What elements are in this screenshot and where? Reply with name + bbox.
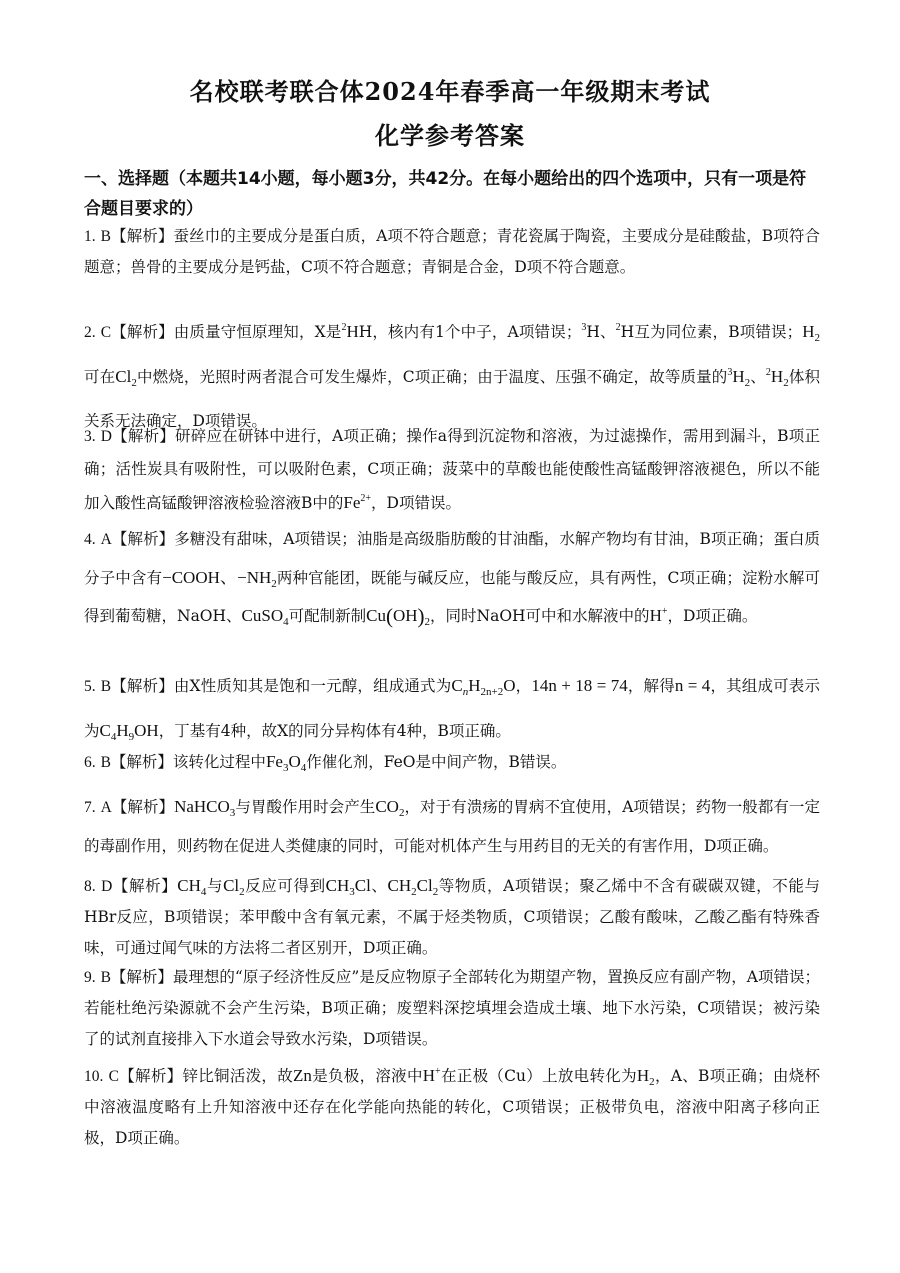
analysis-tag: 【解析】 <box>111 227 174 245</box>
equation-mass: 14n + 18 = 74 <box>531 676 628 695</box>
answer-text: 是负极，溶液中 <box>311 1067 423 1085</box>
formula-ch2cl2: $CH_2Cl_2$ <box>387 876 439 898</box>
answer-text: 可在 <box>84 368 116 386</box>
analysis-tag: 【解析】 <box>111 798 175 816</box>
formula-zn: Zn <box>293 1066 312 1085</box>
answer-text: 在正极（Cu）上放电转化为 <box>440 1067 637 1085</box>
answer-number: 5. <box>84 678 96 695</box>
answer-3 <box>84 420 820 520</box>
formula-cl2: $Cl_2$ <box>115 367 137 389</box>
answer-text: 该转化过程中 <box>172 753 266 771</box>
answer-10 <box>84 1060 820 1154</box>
answer-text: 体积关系无法确定，D项错误。 <box>84 368 820 430</box>
formula-hplus: H+ <box>649 606 668 625</box>
answer-8 <box>84 870 820 964</box>
answer-4 <box>84 520 820 635</box>
answer-key: A <box>100 531 112 548</box>
answer-text: 、 <box>370 877 388 895</box>
equation-n: n = 4 <box>674 676 711 695</box>
answer-key: A <box>100 799 112 816</box>
formula-fe2plus: $Fe^{2+}$ <box>343 493 372 512</box>
formula-h2: $H_2$ <box>636 1066 655 1088</box>
formula-general: $C_nH_{2n+2}O$ <box>451 676 516 698</box>
analysis-tag: 【解析】 <box>111 677 174 695</box>
answer-text: ， <box>515 677 532 695</box>
answer-text: 锌比铜活泼，故 <box>182 1067 294 1085</box>
answer-text: ，同时NaOH可中和水解液中的 <box>430 607 650 625</box>
answer-number: 1. <box>84 228 96 245</box>
answer-number: 6. <box>84 754 96 771</box>
answer-2: 2. C【解析】由质量守恒原理知，X是$^2$HH，核内有1个中子，A项错误；$^3$H、$^2$H互为同位素，B项错误；$H_2$可在$Cl_2$中燃烧，光照时两者混合可发生爆炸，C项正确；由于温度、压强不确定，故等质量的$^3H_2$、$^2H_2$体积关系无法确定，D项错误。 <box>84 322 820 430</box>
answer-1 <box>84 221 820 283</box>
formula-3h: 3 <box>581 322 587 333</box>
answer-key: B <box>100 228 111 245</box>
answer-text: 两种官能团，既能与碱反应，也能与酸反应，具有两性，C项正确；淀粉水解可得到葡萄糖，NaOH、 <box>84 569 820 625</box>
answer-text: 最理想的“原子经济性反应”是反应物原子全部转化为期望产物，置换反应有副产物，A项错误；若能杜绝污染源就不会产生污染，B项正确；废塑料深挖填埋会造成土壤、地下水污染，C项错误；被污染了的试剂直接排入下水道会导致水污染，D项错误。 <box>84 968 820 1048</box>
answer-text: 作催化剂，FeO是中间产物，B错误。 <box>306 753 567 771</box>
formula-c4h9oh: $C_4H_9OH$ <box>99 721 159 743</box>
answer-text: 由X性质知其是饱和一元醇，组成通式为 <box>173 677 452 695</box>
answer-key: D <box>100 428 112 445</box>
formula-fe3o4: $Fe_3O_4$ <box>265 752 307 774</box>
answer-6 <box>84 746 820 778</box>
answer-text: ，解得 <box>627 677 675 695</box>
answer-text: ，A、B项正确；由烧杯中溶液温度略有上升知溶液中还存在化学能向热能的转化，C项错误；正极带负电，溶液中阳离子移向正极，D项正确。 <box>84 1067 820 1147</box>
analysis-tag: 【解析】 <box>112 877 178 895</box>
answer-key: D <box>101 878 113 895</box>
answer-text: 反应可得到 <box>244 877 326 895</box>
answer-text: ，对于有溃疡的胃病不宜使用，A项错误；药物一般都有一定的毒副作用，则药物在促进人类健康的同时，可能对机体产生与用药目的无关的有害作用，D项正确。 <box>84 798 820 855</box>
answer-number: 7. <box>84 799 96 816</box>
answer-text: 等物质，A项错误；聚乙烯中不含有碳碳双键，不能与HBr反应，B项错误；苯甲酸中含有氧元素，不属于烃类物质，C项错误；乙酸有酸味，乙酸乙酯有特殊香味，可通过闻气味的方法将二者区别开，D项正确。 <box>84 877 820 957</box>
formula-cu-oh-2: $Cu(OH)_2$ <box>366 604 431 628</box>
answer-text: 由质量守恒原理知，X是 <box>173 323 342 341</box>
answer-number: 10. <box>84 1068 104 1085</box>
formula-3h2: $^3H_2$ <box>727 367 751 389</box>
answer-text: 蚕丝巾的主要成分是蛋白质，A项不符合题意；青花瓷属于陶瓷，主要成分是硅酸盐，B项符合题意；兽骨的主要成分是钙盐，C项不符合题意；青铜是合金，D项不符合题意。 <box>84 227 820 276</box>
analysis-tag: 【解析】 <box>110 753 173 771</box>
answer-9 <box>84 962 820 1055</box>
formula-cl2: $Cl_2$ <box>223 876 245 898</box>
analysis-tag: 【解析】 <box>111 323 174 341</box>
analysis-tag: 【解析】 <box>111 530 175 548</box>
answer-number: 9. <box>84 969 96 986</box>
answer-7 <box>84 788 820 865</box>
answer-text: H，核内有1个中子，A项错误； <box>358 323 582 341</box>
answer-subtitle: 化学参考答案 <box>375 121 525 150</box>
answer-number: 3. <box>84 428 96 445</box>
answer-text: 与胃酸作用时会产生 <box>235 798 376 816</box>
answer-text: 研碎应在研钵中进行，A项正确；操作a得到沉淀物和溶液，为过滤操作，需用到漏斗，B项正确；活性炭具有吸附性，可以吸附色素，C项正确；菠菜中的草酸也能使酸性高锰酸钾溶液褪色，所以不能加入酸性高锰酸钾溶液检验溶液B中的 <box>84 427 820 512</box>
answer-text: 多糖没有甜味，A项错误；油脂是高级脂肪酸的甘油酯，水解产物均有甘油，B项正确；蛋白质分子中含有 <box>84 530 820 587</box>
answer-text: H互为同位素，B项错误； <box>620 323 803 341</box>
answer-text: 可配制新制 <box>288 607 367 625</box>
formula-h2: $H_2$ <box>802 322 820 344</box>
answer-key: C <box>108 1068 119 1085</box>
formula-ch3cl: $CH_3Cl$ <box>325 876 371 898</box>
formula-hplus: H+ <box>422 1066 441 1085</box>
answer-number: 4. <box>84 531 96 548</box>
answer-text: ，D项错误。 <box>371 494 461 512</box>
answer-number: 2. <box>84 324 96 341</box>
formula-cuso4: CuSO$_4$ <box>241 606 289 628</box>
formula-2h-b: 2 <box>615 322 621 333</box>
answer-text: ，D项正确。 <box>667 607 758 625</box>
answer-text: 与 <box>206 877 224 895</box>
formula-nahco3: NaHCO$_3$ <box>174 797 236 819</box>
answer-key: B <box>100 678 112 695</box>
answer-text: 中燃烧，光照时两者混合可发生爆炸，C项正确；由于温度、压强不确定，故等质量的 <box>136 368 728 386</box>
analysis-tag: 【解析】 <box>111 427 176 445</box>
exam-title: 名校联考联合体2024年春季高一年级期末考试 <box>189 77 711 106</box>
formula-2h2: $^2H_2$ <box>765 367 789 389</box>
answer-text: ，其组成可表示为 <box>84 677 820 740</box>
analysis-tag: 【解析】 <box>110 968 173 986</box>
analysis-tag: 【解析】 <box>118 1067 183 1085</box>
answer-key: B <box>100 754 111 771</box>
formula-functional-groups: −COOH、$-NH_2$ <box>162 568 277 590</box>
answer-5 <box>84 664 820 753</box>
formula-ch4: $CH_4$ <box>177 876 207 898</box>
answer-number: 8. <box>84 878 96 895</box>
answer-text: H、 <box>586 323 616 341</box>
answer-key: C <box>100 324 112 341</box>
section-heading: 一、选择题（本题共14小题，每小题3分，共42分。在每小题给出的四个选项中，只有一项是符合题目要求的） <box>84 169 807 219</box>
answer-key: B <box>100 969 111 986</box>
answer-text: ，丁基有4种，故X的同分异构体有4种，B项正确。 <box>158 722 511 740</box>
formula-co2: $CO_2$ <box>375 797 405 819</box>
formula-2h: $^2$H <box>341 322 359 341</box>
